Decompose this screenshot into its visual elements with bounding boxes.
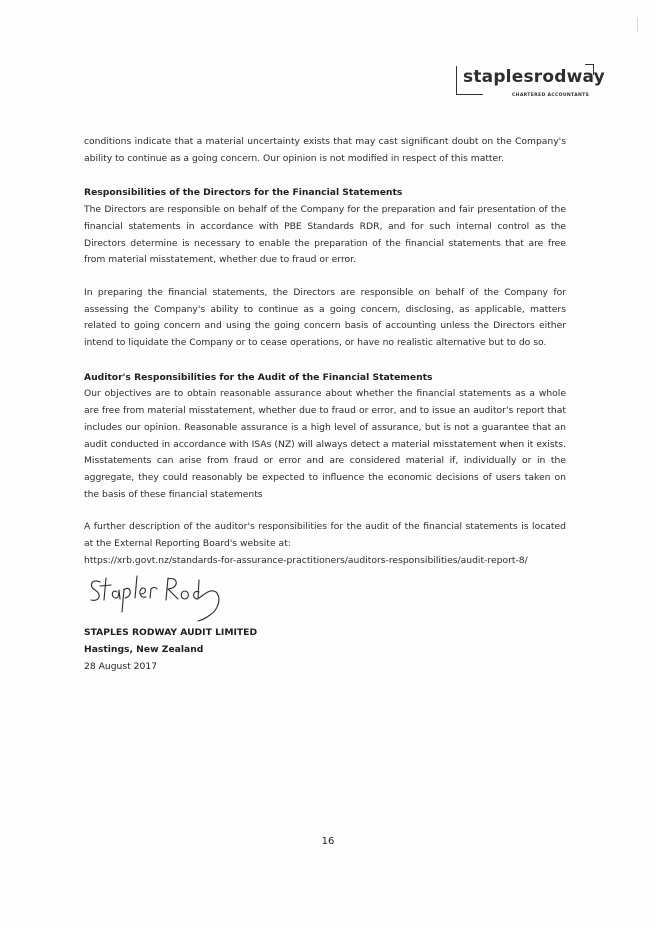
auditors-paragraph: Our objectives are to obtain reasonable assurance about whether the financial statements as a whole are free from material misstatement, whether due to fraud or error, and to issue an auditor's report that includes our opinion. Reasonable assurance is a high level of assurance, but is not a guarantee that an audit conducted in accordance with ISAs (NZ) will always detect a material misstatement when it exists. Misstatements can arise from fraud or error and are considered material if, individually or in the aggregate, they could reasonably be expected to influence the economic decisions of users taken on the basis of these financial statements bbox=[84, 388, 566, 500]
auditor-signoff bbox=[84, 624, 257, 675]
handwritten-signature bbox=[86, 568, 226, 624]
xrb-website-link[interactable]: https://xrb.govt.nz/standards-for-assurance-practitioners/auditors-responsibilities/audit-report-8/ bbox=[84, 554, 528, 566]
logo-wordmark: staplesrodway bbox=[463, 67, 605, 87]
audit-firm-location: Hastings, New Zealand bbox=[84, 644, 204, 655]
signature-drawing bbox=[86, 568, 226, 624]
report-body bbox=[84, 134, 566, 569]
directors-paragraph-2: In preparing the financial statements, the Directors are responsible on behalf of the Company for assessing the Company's ability to continue as a going concern, disclosing, as applicable, matters related to going concern and using the going concern basis of accounting unless the Directors either intend to liquidate the Company or to cease operations, or have no realistic alternative but to do so. bbox=[84, 286, 566, 349]
logo-tagline: CHARTERED ACCOUNTANTS bbox=[512, 93, 590, 98]
audit-firm-name: STAPLES RODWAY AUDIT LIMITED bbox=[84, 627, 258, 638]
staples-rodway-logo bbox=[456, 64, 605, 104]
continuation-paragraph: conditions indicate that a material uncertainty exists that may cast significant doubt on the Company's ability to continue as a going concern. Our opinion is not modified in respect of this matter. bbox=[84, 136, 566, 164]
directors-responsibilities-heading: Responsibilities of the Directors for the Financial Statements bbox=[84, 187, 403, 199]
scan-edge-mark bbox=[637, 18, 638, 32]
directors-paragraph-1: The Directors are responsible on behalf of the Company for the preparation and fair presentation of the financial statements in accordance with PBE Standards RDR, and for such internal control as the Directors determine is necessary to enable the preparation of the financial statements that are free from material misstatement, whether due to fraud or error. bbox=[84, 204, 566, 266]
page-number: 16 bbox=[321, 836, 335, 847]
report-date: 28 August 2017 bbox=[84, 661, 158, 672]
further-description-paragraph: A further description of the auditor's responsibilities for the audit of the financial statements is located at the External Reporting Board's website at: bbox=[84, 521, 566, 550]
auditors-responsibilities-heading: Auditor's Responsibilities for the Audit of the Financial Statements bbox=[84, 371, 433, 383]
